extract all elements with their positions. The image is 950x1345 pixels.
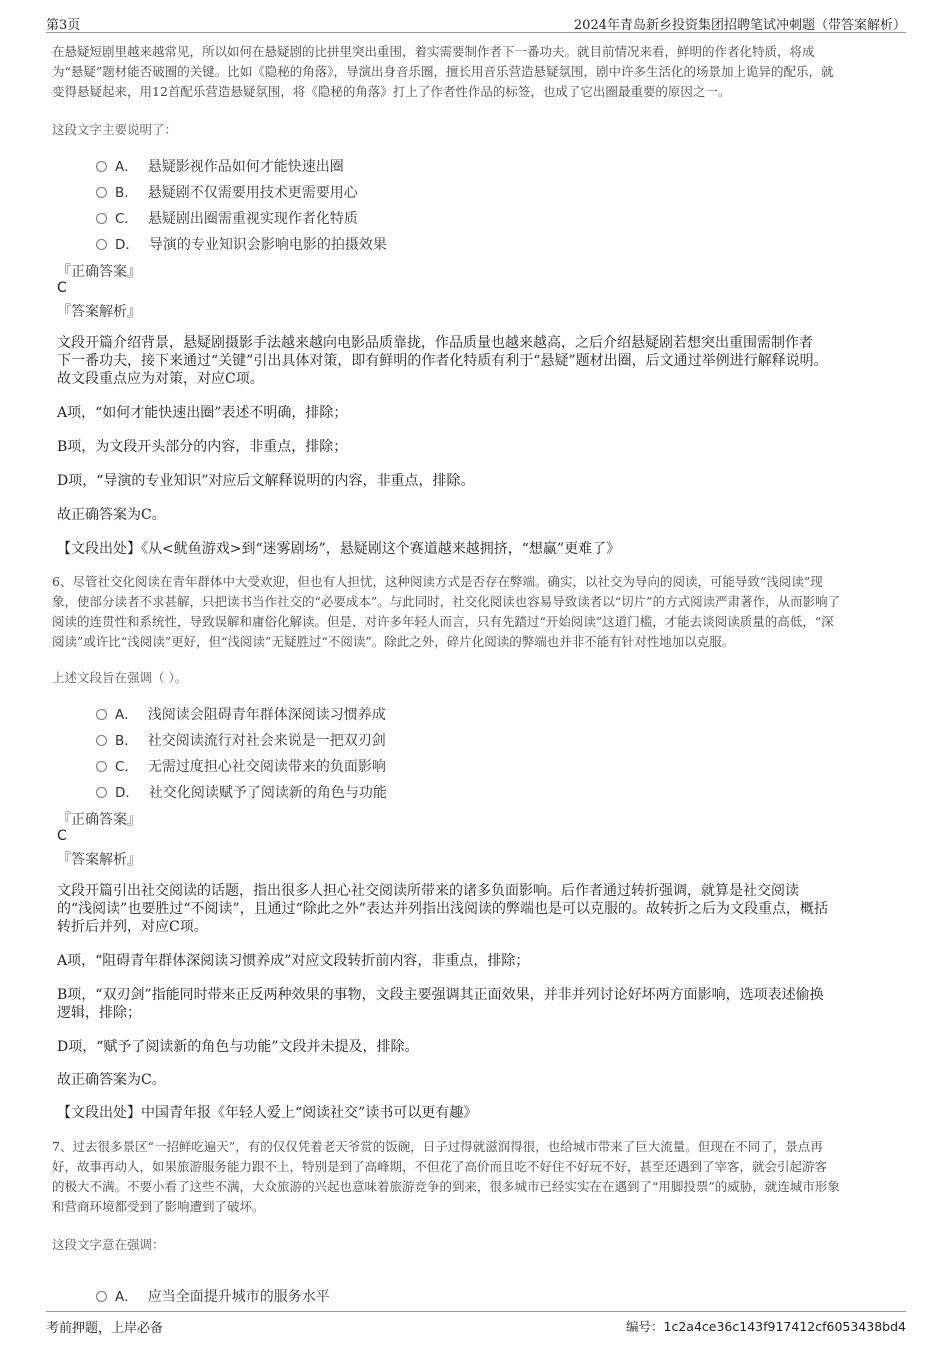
- q5-option-d[interactable]: D． 导演的专业知识会影响电影的拍摄效果: [96, 233, 387, 253]
- q5-passage: 在悬疑短剧里越来越常见，所以如何在悬疑剧的比拼里突出重围，着实需要制作者下一番功夫。就目前情况来看，鲜明的作者化特质，将成 为“悬疑”题材能否破圈的关键。比如《隐秘的角落》，导演出身音乐圈，擅长用音乐营造悬疑氛围，剧中许多生活化的场景加上诡异的配乐，就 变得悬疑起来，用12首配乐营造悬疑氛围，将《隐秘的角落》打上了作者性作品的标签，也成了它出圈最重要的原因之一。: [52, 44, 834, 99]
- radio-button[interactable]: [96, 709, 107, 720]
- q5-option-b[interactable]: B． 悬疑剧不仅需要用技术更需要用心: [96, 181, 358, 201]
- q6-option-d[interactable]: D． 社交化阅读赋予了阅读新的角色与功能: [96, 781, 387, 801]
- q5-option-b-note: B项，为文段开头部分的内容，非重点，排除；: [57, 439, 348, 455]
- q5-question: 这段文字主要说明了：: [52, 122, 178, 137]
- q6-option-b-note: B项，“双刃剑”指能同时带来正反两种效果的事物，文段主要强调其正面效果，并非并列讨论好坏两方面影响，选项表述偷换 逻辑，排除；: [57, 987, 824, 1021]
- page-header: [46, 12, 906, 33]
- q5-analysis-label: 『答案解析』: [57, 304, 141, 320]
- q7-question: 这段文字意在强调：: [52, 1237, 165, 1252]
- q6-option-c[interactable]: C． 无需过度担心社交阅读带来的负面影响: [96, 755, 386, 775]
- q6-question: 上述文段旨在强调（ ）。: [52, 670, 188, 685]
- q5-conclusion: 故正确答案为C。: [57, 507, 166, 523]
- radio-button[interactable]: [96, 187, 107, 198]
- radio-button[interactable]: [96, 1291, 107, 1302]
- q6-analysis: 文段开篇引出社交阅读的话题，指出很多人担心社交阅读所带来的诸多负面影响。后作者通过转折强调，就算是社交阅读 的“浅阅读”也要胜过“不阅读”，且通过“除此之外”表达并列指出浅阅读的弊端也是可以克服的。故转折之后为文段重点，概括 转折后并列，对应C项。: [57, 883, 828, 935]
- q5-option-a-note: A项，“如何才能快速出圈”表述不明确，排除；: [57, 405, 348, 421]
- q5-option-a[interactable]: A． 悬疑影视作品如何才能快速出圈: [96, 155, 344, 175]
- radio-button[interactable]: [96, 787, 107, 798]
- radio-button[interactable]: [96, 239, 107, 250]
- q6-answer: C: [57, 828, 67, 844]
- q5-answer-label: 『正确答案』: [57, 264, 141, 280]
- q5-option-d-note: D项，“导演的专业知识”对应后文解释说明的内容，非重点，排除。: [57, 473, 475, 489]
- q6-passage: 6、尽管社交化阅读在青年群体中大受欢迎，但也有人担忧，这种阅读方式是否存在弊端。确实，以社交为导向的阅读，可能导致“浅阅读”现 象，使部分读者不求甚解，只把读书当作社交的“必要成本”。与此同时，社交化阅读也容易导致读者以“切片”的方式阅读严肃著作，从而影响了 阅读的连贯性和系统性，导致误解和庸俗化解读。但是，对许多年轻人而言，只有先踏过“开始阅读”这道门槛，才能去谈阅读质量的高低，“深 阅读”或许比“浅阅读”更好，但“浅阅读”无疑胜过“不阅读”。除此之外，碎片化阅读的弊端也并非不能有针对性地加以克服。: [52, 574, 841, 649]
- footer-slogan: 考前押题，上岸必备: [46, 1321, 164, 1336]
- q6-answer-label: 『正确答案』: [57, 812, 141, 828]
- radio-button[interactable]: [96, 761, 107, 772]
- q7-passage: 7、过去很多景区“一招鲜吃遍天”，有的仅仅凭着老天爷赏的饭碗，日子过得就滋润得很，也给城市带来了巨大流量。但现在不同了，景点再 好，故事再动人，如果旅游服务能力跟不上，特别是到了高峰期，不但花了高价而且吃不好住不好玩不好，甚至还遇到了宰客，就会引起游客 的极大不满。不要小看了这些不满，大众旅游的兴起也意味着旅游竞争的到来，很多城市已经实实在在遇到了“用脚投票”的威胁，就连城市形象 和营商环境都受到了影响遭到了破坏。: [52, 1139, 840, 1214]
- q6-conclusion: 故正确答案为C。: [57, 1072, 166, 1088]
- q5-analysis: 文段开篇介绍背景，悬疑剧摄影手法越来越向电影品质靠拢，作品质量也越来越高，之后介绍悬疑剧若想突出重围需制作者 下一番功夫，接下来通过“关键”引出具体对策，即有鲜明的作者化特质有利于“悬疑”题材出圈，后文通过举例进行解释说明。 故文段重点应为对策，对应C项。: [57, 335, 828, 387]
- radio-button[interactable]: [96, 735, 107, 746]
- q6-option-a-note: A项，“阻碍青年群体深阅读习惯养成”对应文段转折前内容，非重点，排除；: [57, 953, 530, 969]
- q7-option-a[interactable]: A． 应当全面提升城市的服务水平: [96, 1285, 330, 1305]
- q6-option-d-note: D项，“赋予了阅读新的角色与功能”文段并未提及，排除。: [57, 1039, 419, 1055]
- q6-option-b[interactable]: B． 社交阅读流行对社会来说是一把双刃剑: [96, 729, 386, 749]
- radio-button[interactable]: [96, 213, 107, 224]
- q6-source: 【文段出处】中国青年报《年轻人爱上“阅读社交”读书可以更有趣》: [57, 1105, 478, 1121]
- q5-option-c[interactable]: C． 悬疑剧出圈需重视实现作者化特质: [96, 207, 358, 227]
- q5-source: 【文段出处】《从<鱿鱼游戏>到“迷雾剧场”，悬疑剧这个赛道越来越拥挤，“想赢”更难了》: [57, 541, 621, 557]
- document-title: 2024年青岛新乡投资集团招聘笔试冲刺题（带答案解析）: [573, 18, 906, 33]
- page-footer: [46, 1311, 906, 1336]
- document-id: 编号：1c2a4ce36c143f917412cf6053438bd4: [626, 1319, 906, 1334]
- page-number: 第3页: [46, 18, 81, 33]
- radio-button[interactable]: [96, 161, 107, 172]
- q5-answer: C: [57, 280, 67, 296]
- q6-analysis-label: 『答案解析』: [57, 852, 141, 868]
- q6-option-a[interactable]: A． 浅阅读会阻碍青年群体深阅读习惯养成: [96, 703, 386, 723]
